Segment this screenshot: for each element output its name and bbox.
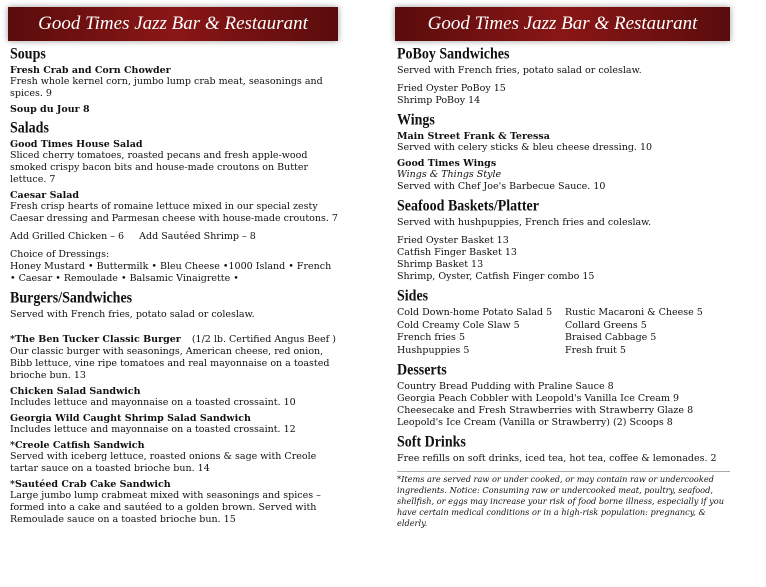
menu-item: Rustic Macaroni & Cheese 5	[565, 307, 703, 318]
menu-item: Shrimp, Oyster, Catfish Finger combo 15	[397, 271, 595, 282]
section-title-soups: Soups	[10, 46, 46, 63]
sides-column	[565, 307, 733, 357]
item-name: Main Street Frank & Teressa	[397, 131, 550, 142]
raw-food-disclaimer: *Items are served raw or under cooked, or may contain raw or undercooked ingredients. Notice: Consuming raw or undercooked meat, poultry, seafood, shellfish, or eggs may increase your risk of food borne illness, especially if you have certain medical conditions or in a high-risk population: pregnancy, & elderly.	[397, 471, 730, 529]
dressings-list: Honey Mustard • Buttermilk • Bleu Cheese •1000 Island • French • Caesar • Remoulade • Balsamic Vinaigrette •	[10, 261, 332, 284]
menu-item: Shrimp PoBoy 14	[397, 95, 481, 106]
item-description: Served with Chef Joe's Barbecue Sauce. 10	[397, 181, 606, 192]
restaurant-title: Good Times Jazz Bar & Restaurant	[38, 13, 308, 34]
header-banner	[395, 7, 730, 41]
item-name: *Sautéed Crab Cake Sandwich	[10, 479, 171, 490]
item-description: Served with celery sticks & bleu cheese dressing. 10	[397, 142, 653, 153]
section-intro: Served with French fries, potato salad or coleslaw.	[10, 309, 255, 320]
section-title-drinks: Soft Drinks	[397, 434, 466, 451]
item-name: Soup du Jour 8	[10, 104, 90, 115]
item-description: Fresh crisp hearts of romaine lettuce mixed in our special zesty Caesar dressing and Parmesan cheese with house-made croutons. 7	[10, 201, 338, 224]
menu-item: Leopold's Ice Cream (Vanilla or Strawberry) (2) Scoops 8	[397, 417, 673, 428]
item-name: Caesar Salad	[10, 190, 80, 201]
restaurant-title: Good Times Jazz Bar & Restaurant	[427, 13, 698, 34]
menu-page-right	[395, 0, 730, 529]
sides-list	[397, 307, 730, 357]
header-banner	[8, 7, 338, 41]
menu-item: Catfish Finger Basket 13	[397, 247, 517, 258]
menu-item: Fresh fruit 5	[565, 344, 626, 356]
menu-item: Georgia Peach Cobbler with Leopold's Vanilla Ice Cream 9	[397, 393, 680, 404]
item-description: Sliced cherry tomatoes, roasted pecans and fresh apple-wood smoked crispy bacon bits and house-made croutons on Butter lettuce. 7	[10, 150, 309, 185]
section-title-poboy: PoBoy Sandwiches	[397, 46, 510, 63]
section-title-sides: Sides	[397, 288, 429, 305]
menu-item: Cold Down-home Potato Salad 5	[397, 307, 553, 318]
menu-page-left	[8, 0, 338, 526]
item-name: Good Times House Salad	[10, 139, 143, 150]
menu-item: Fried Oyster PoBoy 15	[397, 83, 506, 94]
sides-column	[397, 307, 565, 357]
section-title-seafood: Seafood Baskets/Platter	[397, 198, 539, 215]
section-title-wings: Wings	[397, 112, 435, 129]
menu-item: Cheesecake and Fresh Strawberries with Strawberry Glaze 8	[397, 405, 694, 416]
section-intro: Served with hushpuppies, French fries and coleslaw.	[397, 217, 652, 228]
section-intro: Served with French fries, potato salad or coleslaw.	[397, 65, 642, 76]
salad-addons: Add Grilled Chicken – 6 Add Sautéed Shrimp – 8	[10, 231, 256, 242]
item-description: Includes lettuce and mayonnaise on a toasted crossaint. 10	[10, 397, 296, 408]
item-name: *The Ben Tucker Classic Burger	[10, 334, 181, 345]
item-description: Includes lettuce and mayonnaise on a toasted crossaint. 12	[10, 424, 296, 435]
item-name: Georgia Wild Caught Shrimp Salad Sandwich	[10, 413, 251, 424]
menu-item: French fries 5	[397, 332, 465, 343]
item-description: Fresh whole kernel corn, jumbo lump crab meat, seasonings and spices. 9	[10, 76, 323, 99]
section-title-desserts: Desserts	[397, 362, 447, 379]
section-title-salads: Salads	[10, 120, 49, 137]
item-description: Large jumbo lump crabmeat mixed with seasonings and spices – formed into a cake and sautéed to a golden brown. Served with Remoulade sauce on a toasted brioche bun. 15	[10, 490, 321, 525]
section-intro: Free refills on soft drinks, iced tea, hot tea, coffee & lemonades. 2	[397, 453, 717, 464]
item-name: Chicken Salad Sandwich	[10, 386, 141, 397]
item-description: Our classic burger with seasonings, American cheese, red onion, Bibb lettuce, vine ripe tomatoes and real mayonnaise on a toasted brioche bun. 13	[10, 346, 330, 381]
section-title-burgers: Burgers/Sandwiches	[10, 290, 133, 307]
menu-item: Hushpuppies 5	[397, 344, 470, 356]
item-name: Good Times Wings	[397, 158, 497, 169]
menu-item: Cold Creamy Cole Slaw 5	[397, 319, 520, 331]
menu-item: Collard Greens 5	[565, 319, 647, 331]
item-description: Served with iceberg lettuce, roasted onions & sage with Creole tartar sauce on a toasted brioche bun. 14	[10, 451, 317, 474]
menu-item: Fried Oyster Basket 13	[397, 235, 509, 246]
item-name: *Creole Catfish Sandwich	[10, 440, 145, 451]
menu-item: Shrimp Basket 13	[397, 259, 484, 270]
dressings-label: Choice of Dressings:	[10, 249, 110, 260]
item-name: Fresh Crab and Corn Chowder	[10, 65, 171, 76]
menu-item: Country Bread Pudding with Praline Sauce 8	[397, 381, 614, 392]
item-style: Wings & Things Style	[397, 169, 502, 180]
menu-item: Braised Cabbage 5	[565, 332, 657, 343]
item-note: (1/2 lb. Certified Angus Beef )	[182, 334, 336, 345]
